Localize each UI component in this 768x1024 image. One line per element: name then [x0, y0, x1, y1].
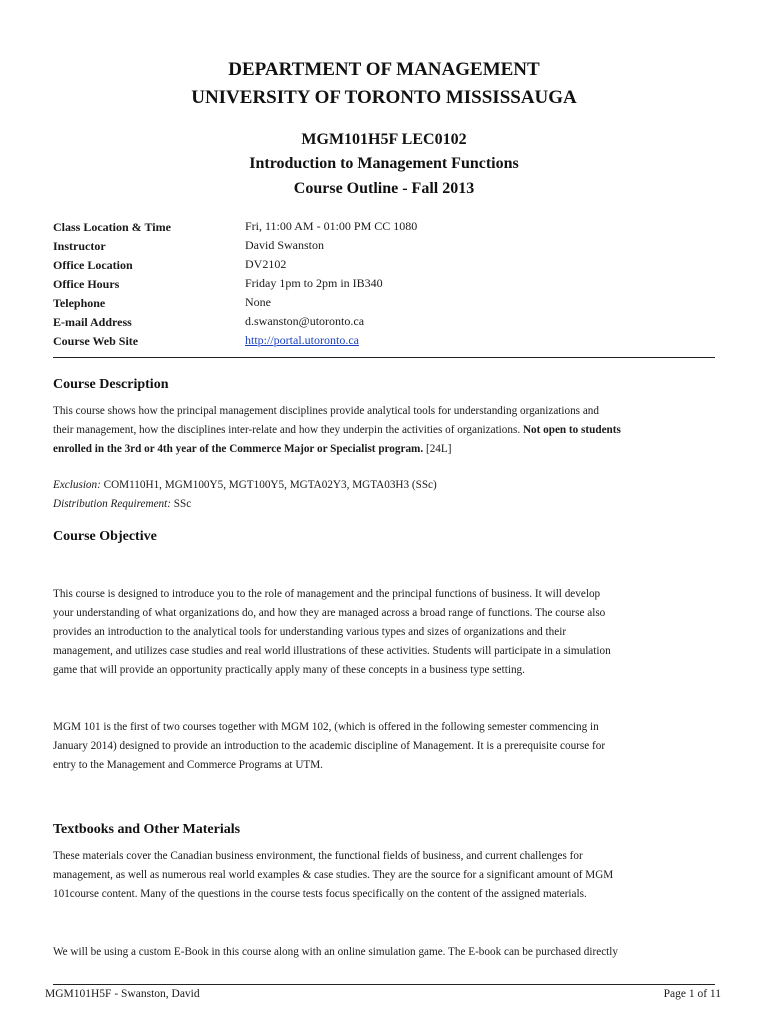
distribution-value: SSc	[170, 498, 192, 510]
requirements	[53, 476, 719, 514]
info-row-email	[53, 314, 733, 333]
paragraph-line: MGM 101 is the first of two courses together with MGM 102, (which is offered in the following semester commencing in	[53, 721, 599, 733]
paragraph-line: These materials cover the Canadian business environment, the functional fields of business, and current challenges for	[53, 850, 583, 862]
paragraph-line: entry to the Management and Commerce Programs at UTM.	[53, 759, 323, 771]
course-term: Course Outline - Fall 2013	[293, 180, 475, 197]
info-row-location	[53, 219, 733, 238]
info-row-telephone	[53, 295, 733, 314]
course-website-link[interactable]: http://portal.utoronto.ca	[245, 333, 359, 347]
paragraph-line: January 2014) designed to provide an introduction to the academic discipline of Management. It is a prerequisite course for	[53, 740, 606, 752]
info-label: Instructor	[53, 239, 106, 253]
info-value	[245, 333, 359, 348]
info-row-office-location	[53, 257, 733, 276]
info-value: Fri, 11:00 AM - 01:00 PM CC 1080	[245, 219, 418, 233]
info-label: Class Location & Time	[53, 220, 171, 234]
info-label: Office Hours	[53, 277, 120, 291]
header-divider	[53, 357, 715, 358]
paragraph-line: your understanding of what organizations do, and how they are managed across a broad range of functions. The course also	[53, 607, 606, 619]
restriction-text: Not open to students	[522, 424, 621, 436]
section-heading-textbooks: Textbooks and Other Materials	[53, 822, 241, 837]
textbooks-paragraph-1	[53, 847, 719, 904]
objective-paragraph-1	[53, 585, 719, 680]
paragraph-line: 101course content. Many of the questions in the course tests focus specifically on the content of the assigned materials.	[53, 888, 587, 900]
textbooks-paragraph-2	[53, 943, 719, 962]
description-paragraph	[53, 402, 719, 459]
exclusion-line	[53, 476, 719, 495]
description-line	[53, 440, 719, 459]
info-row-instructor	[53, 238, 733, 257]
info-row-website	[53, 333, 733, 352]
university-title: UNIVERSITY OF TORONTO MISSISSAUGA	[191, 87, 577, 108]
section-heading-description: Course Description	[53, 377, 169, 392]
description-line	[53, 421, 719, 440]
course-name: Introduction to Management Functions	[249, 155, 519, 172]
objective-paragraph-2	[53, 718, 719, 775]
exclusion-value: COM110H1, MGM100Y5, MGT100Y5, MGTA02Y3, MGTA03H3 (SSc)	[100, 479, 437, 491]
course-code: MGM101H5F LEC0102	[301, 131, 467, 148]
info-value: DV2102	[245, 257, 287, 271]
info-label: Course Web Site	[53, 334, 139, 348]
info-row-office-hours	[53, 276, 733, 295]
paragraph-line: We will be using a custom E-Book in this course along with an online simulation game. The E-book can be purchased directly	[53, 946, 618, 958]
course-info-table	[53, 219, 733, 352]
hours-text: [24L]	[423, 443, 452, 455]
description-line: This course shows how the principal management disciplines provide analytical tools for understanding organizations and	[53, 405, 599, 417]
footer-divider	[53, 984, 715, 985]
paragraph-line: game that will provide an opportunity practically apply many of these concepts in a business type setting.	[53, 664, 525, 676]
info-value: David Swanston	[245, 238, 324, 252]
info-value: d.swanston@utoronto.ca	[245, 314, 365, 328]
footer-course-author: MGM101H5F - Swanston, David	[45, 988, 200, 1000]
distribution-line	[53, 495, 719, 514]
restriction-text: enrolled in the 3rd or 4th year of the Commerce Major or Specialist program.	[53, 443, 424, 455]
exclusion-label: Exclusion:	[53, 479, 101, 491]
section-heading-objective: Course Objective	[53, 529, 157, 544]
description-text: their management, how the disciplines inter-relate and how they underpin the activities of organizations.	[53, 424, 523, 436]
info-value: Friday 1pm to 2pm in IB340	[245, 276, 383, 290]
info-label: Office Location	[53, 258, 133, 272]
info-label: E-mail Address	[53, 315, 132, 329]
distribution-label: Distribution Requirement:	[53, 498, 171, 510]
department-title: DEPARTMENT OF MANAGEMENT	[228, 59, 540, 80]
info-value: None	[245, 295, 271, 309]
paragraph-line: provides an introduction to the analytical tools for understanding various types and sizes of organizations and their	[53, 626, 567, 638]
footer-page-number: Page 1 of 11	[663, 988, 721, 1000]
info-label: Telephone	[53, 296, 106, 310]
paragraph-line: This course is designed to introduce you to the role of management and the principal functions of business. It will develop	[53, 588, 601, 600]
paragraph-line: management, and utilizes case studies and real world illustrations of these activities. Students will participate in a simulation	[53, 645, 611, 657]
paragraph-line: management, as well as numerous real world examples & case studies. They are the source for a significant amount of MGM	[53, 869, 614, 881]
